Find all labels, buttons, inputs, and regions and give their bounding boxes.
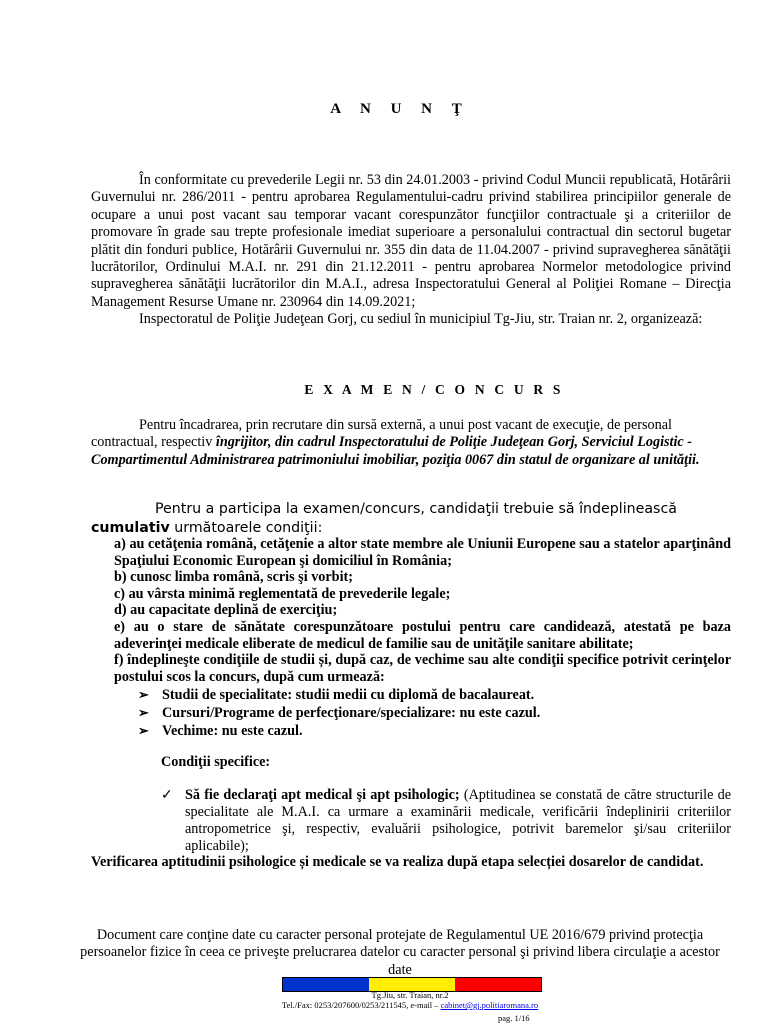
arrow-bullet-icon: ➢	[138, 687, 149, 702]
specific-condition-text	[185, 787, 731, 855]
position-description: îngrijitor, din cadrul Inspectoratului de Poliţie Judeţean Gorj, Serviciul Logistic - Compartimentul Administrarea patrimoniului imobiliar, poziţia 0067 din statul de organizare al unităţii.	[91, 434, 700, 468]
contact-phone: Tel./Fax: 0253/207600/0253/211545, e-mail –	[281, 1000, 441, 1010]
conditions-intro-paragraph	[91, 500, 736, 538]
conditions-intro	[91, 500, 736, 538]
document-title: A N U N Ţ	[330, 101, 470, 117]
purpose-paragraph	[91, 417, 731, 469]
condition-item: d) au capacitate deplină de exerciţiu;	[114, 602, 338, 619]
condition-item: f) îndeplineşte condiţiile de studii și, după caz, de vechime sau alte condiţii specifice potrivit cerinţelor postului scos la concurs, după cum urmează:	[114, 652, 731, 685]
requirement-text: Studii de specialitate: studii medii cu diplomă de bacalaureat.	[162, 687, 535, 703]
checkmark-icon: ✓	[161, 788, 173, 803]
specific-condition-item	[161, 787, 731, 855]
purpose-text: Pentru încadrarea, prin recrutare din sursă externă, a unui post vacant de execuţie, de personal contractual, respectiv	[91, 417, 672, 451]
specific-condition-emphasis: Să fie declaraţi apt medical şi apt psihologic;	[185, 787, 460, 803]
requirement-text: Cursuri/Programe de perfecţionare/specializare: nu este cazul.	[162, 705, 541, 721]
conditions-intro-before: Pentru a participa la examen/concurs, candidaţii trebuie să îndeplinească	[155, 501, 677, 517]
requirement-item	[138, 722, 738, 740]
intro-paragraph-legal-basis: În conformitate cu prevederile Legii nr. 53 din 24.01.2003 - privind Codul Muncii republicată, Hotărârii Guvernului nr. 286/2011 - pentru aprobarea Regulamentului-cadru privind stabilirea principiilor generale de ocupare a unui post vacant sau temporar vacant corespunzător funcţiilor contractuale şi a criteriilor de promovare în grade sau trepte profesionale imediat superioare a personalului contractual din sectorul bugetar plătit din fonduri publice, Hotărârii Guvernului nr. 355 din data de 11.04.2007 - privind supravegherea sănătăţii lucrătorilor, Ordinului M.A.I. nr. 291 din 21.12.2011 - pentru aprobarea Normelor metodologice privind supravegherea sănătăţii lucrătorilor din M.A.I., adresa Inspectoratului General al Poliţiei Romane – Direcţia Management Resurse Umane nr. 230964 din 14.09.2021;	[91, 172, 731, 310]
condition-item: c) au vârsta minimă reglementată de prevederile legale;	[114, 585, 451, 602]
condition-item: b) cunosc limba română, scris şi vorbit;	[114, 569, 353, 586]
condition-item: e) au o stare de sănătate corespunzătoare postului pentru care candidează, atestată pe baza adeverinţei medicale eliberate de medicul de familie sau de unităţile sanitare abilitate;	[114, 618, 731, 652]
data-protection-notice: Document care conţine date cu caracter personal protejate de Regulamentul UE 2016/679 privind protecţia persoanelor fizice în ceea ce priveşte prelucrarea datelor cu caracter personal şi privind libera circulaţie a acestor date	[80, 927, 720, 978]
contact-address: Tg.Jiu, str. Traian, nr.2	[371, 990, 449, 1000]
contact-email-link[interactable]: cabinet@gj.politiaromana.ro	[440, 1000, 539, 1010]
page-number: pag. 1/16	[498, 1013, 530, 1023]
requirement-item	[138, 686, 738, 704]
intro-paragraph-organizer: Inspectoratul de Poliţie Judeţean Gorj, cu sediul în municipiul Tg-Jiu, str. Traian nr. 2, organizează:	[139, 311, 703, 328]
conditions-intro-emphasis: cumulativ	[91, 520, 170, 536]
arrow-bullet-icon: ➢	[138, 723, 149, 738]
purpose-section	[91, 417, 731, 469]
contact-phone-line	[250, 1000, 570, 1010]
contact-info	[250, 990, 570, 1010]
arrow-bullet-icon: ➢	[138, 705, 149, 720]
requirement-text: Vechime: nu este cazul.	[162, 723, 303, 739]
conditions-list	[114, 536, 731, 685]
section-title-exam: E X A M E N / C O N C U R S	[304, 382, 564, 397]
specific-conditions-title: Condiţii specifice:	[161, 754, 271, 770]
requirements-list	[138, 686, 738, 740]
specific-condition-details: (Aptitudinea se constată de către structurile de specialitate ale M.A.I. ca urmare a examinării medicale, verificării îndeplinirii criteriilor antropometrice şi, respectiv, evaluării psihologice, potrivit baremelor şi/sau criteriilor aplicabile);	[185, 787, 731, 854]
intro-section	[91, 172, 731, 329]
verification-note: Verificarea aptitudinii psihologice și medicale se va realiza după etapa selecției dosarelor de candidat.	[91, 854, 704, 870]
condition-item: a) au cetăţenia română, cetăţenie a altor state membre ale Uniunii Europene sau a statelor aparţinând Spaţiului Economic European şi domiciliul în România;	[114, 536, 731, 569]
conditions-intro-after: următoarele condiţii:	[169, 520, 323, 536]
requirement-item	[138, 704, 738, 722]
